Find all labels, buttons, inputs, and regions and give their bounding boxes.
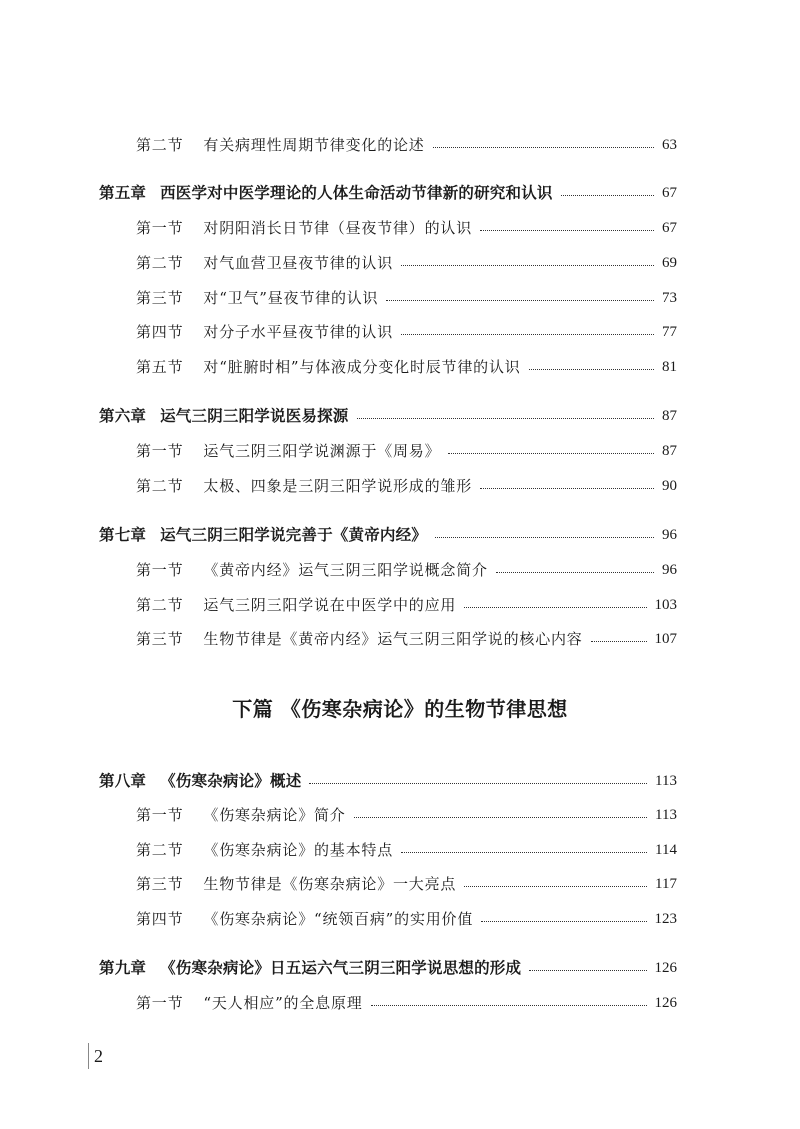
toc-page-number: 126 <box>654 960 677 976</box>
toc-entry-title <box>99 522 427 548</box>
toc-entry-text: 运气三阴三阳学说在中医学中的应用 <box>203 596 457 614</box>
toc-section-entry[interactable] <box>0 871 800 897</box>
toc-page-number: 96 <box>662 527 677 543</box>
toc-page-number: 123 <box>654 911 677 927</box>
dot-leader <box>448 453 654 454</box>
toc-entry-text: 太极、四象是三阴三阳学说形成的雏形 <box>203 477 473 495</box>
toc-entry-label: 第一节 <box>136 561 184 579</box>
toc-entry-label: 第四节 <box>136 323 184 341</box>
toc-entry-label: 第一节 <box>136 442 184 460</box>
dot-leader <box>464 607 647 608</box>
toc-section-entry[interactable] <box>0 354 800 380</box>
toc-chapter-entry[interactable] <box>0 403 800 429</box>
toc-entry-label: 第一节 <box>136 806 184 824</box>
toc-page-number: 73 <box>662 290 677 306</box>
toc-entry-label: 第四节 <box>136 910 184 928</box>
toc-page-number: 107 <box>654 631 677 647</box>
dot-leader <box>371 1005 647 1006</box>
toc-section-entry[interactable] <box>0 473 800 499</box>
toc-entry-title <box>136 132 425 158</box>
toc-entry-text: 生物节律是《伤寒杂病论》一大亮点 <box>203 875 457 893</box>
toc-entry-title <box>136 473 472 499</box>
dot-leader <box>561 195 654 196</box>
toc-page-number: 117 <box>655 876 677 892</box>
toc-entry-label: 第二节 <box>136 477 184 495</box>
toc-entry-title <box>136 990 363 1016</box>
dot-leader <box>464 886 647 887</box>
toc-entry-text: 运气三阴三阳学说渊源于《周易》 <box>203 442 441 460</box>
dot-leader <box>357 418 654 419</box>
toc-chapter-entry[interactable] <box>0 522 800 548</box>
toc-entry-label: 第二节 <box>136 596 184 614</box>
toc-entry-label: 第二节 <box>136 841 184 859</box>
toc-page-number: 67 <box>662 220 677 236</box>
toc-page-number: 67 <box>662 185 677 201</box>
toc-entry-text: 《黄帝内经》运气三阴三阳学说概念简介 <box>203 561 488 579</box>
toc-entry-text: 对阴阳消长日节律（昼夜节律）的认识 <box>203 219 473 237</box>
dot-leader <box>309 783 647 784</box>
toc-section-entry[interactable] <box>0 557 800 583</box>
toc-page-number: 113 <box>655 773 677 789</box>
toc-section-entry[interactable] <box>0 132 800 158</box>
toc-entry-title <box>136 215 472 241</box>
dot-leader <box>354 817 647 818</box>
dot-leader <box>480 488 654 489</box>
toc-page-number: 77 <box>662 324 677 340</box>
toc-section-entry[interactable] <box>0 319 800 345</box>
toc-section-entry[interactable] <box>0 906 800 932</box>
page-number: 2 <box>94 1046 103 1066</box>
dot-leader <box>386 300 654 301</box>
toc-chapter-entry[interactable] <box>0 768 800 794</box>
toc-entry-label: 第五节 <box>136 358 184 376</box>
toc-entry-label: 第七章 <box>99 526 147 544</box>
toc-entry-title <box>136 354 521 380</box>
toc-entry-title <box>99 180 553 206</box>
toc-page-number: 90 <box>662 478 677 494</box>
dot-leader <box>481 921 647 922</box>
toc-entry-text: 运气三阴三阳学说医易探源 <box>160 407 349 425</box>
toc-section-entry[interactable] <box>0 438 800 464</box>
toc-entry-title <box>99 403 349 429</box>
toc-chapter-entry[interactable] <box>0 180 800 206</box>
toc-section-entry[interactable] <box>0 285 800 311</box>
toc-entry-text: 对分子水平昼夜节律的认识 <box>203 323 394 341</box>
toc-section-entry[interactable] <box>0 215 800 241</box>
toc-entry-text: 运气三阴三阳学说完善于《黄帝内经》 <box>160 526 428 544</box>
toc-entry-text: 《伤寒杂病论》日五运六气三阴三阳学说思想的形成 <box>160 959 522 977</box>
toc-entry-label: 第一节 <box>136 219 184 237</box>
dot-leader <box>529 369 654 370</box>
toc-entry-label: 第二节 <box>136 254 184 272</box>
toc-page-number: 87 <box>662 443 677 459</box>
toc-entry-label: 第六章 <box>99 407 147 425</box>
dot-leader <box>529 970 647 971</box>
toc-entry-title <box>136 802 346 828</box>
toc-entry-title <box>136 906 473 932</box>
toc-section-entry[interactable] <box>0 626 800 652</box>
toc-page-number: 81 <box>662 359 677 375</box>
toc-entry-text: 《伤寒杂病论》概述 <box>160 772 302 790</box>
toc-section-entry[interactable] <box>0 592 800 618</box>
toc-page-number: 103 <box>654 597 677 613</box>
toc-entry-text: 生物节律是《黄帝内经》运气三阴三阳学说的核心内容 <box>203 630 583 648</box>
toc-entry-title <box>136 438 440 464</box>
dot-leader <box>591 641 647 642</box>
toc-section-entry[interactable] <box>0 837 800 863</box>
toc-entry-label: 第二节 <box>136 136 184 154</box>
toc-entry-label: 第八章 <box>99 772 147 790</box>
toc-entry-text: 对气血营卫昼夜节律的认识 <box>203 254 394 272</box>
toc-chapter-entry[interactable] <box>0 955 800 981</box>
dot-leader <box>496 572 654 573</box>
dot-leader <box>401 852 647 853</box>
toc-page-number: 96 <box>662 562 677 578</box>
dot-leader <box>480 230 654 231</box>
toc-section-entry[interactable] <box>0 250 800 276</box>
toc-entry-title <box>99 768 301 794</box>
toc-entry-text: 《伤寒杂病论》简介 <box>203 806 346 824</box>
toc-entry-text: “天人相应”的全息原理 <box>203 994 363 1012</box>
toc-entry-title <box>99 955 521 981</box>
dot-leader <box>401 265 654 266</box>
toc-entry-label: 第九章 <box>99 959 147 977</box>
toc-entry-text: 有关病理性周期节律变化的论述 <box>203 136 425 154</box>
toc-section-entry[interactable] <box>0 990 800 1016</box>
toc-entry-text: 对“卫气”昼夜节律的认识 <box>203 289 379 307</box>
part-heading: 下篇 《伤寒杂病论》的生物节律思想 <box>232 697 568 721</box>
toc-entry-label: 第一节 <box>136 994 184 1012</box>
toc-section-entry[interactable] <box>0 802 800 828</box>
toc-entry-label: 第三节 <box>136 289 184 307</box>
toc-entry-title <box>136 250 393 276</box>
toc-entry-title <box>136 871 456 897</box>
toc-entry-title <box>136 285 378 311</box>
dot-leader <box>435 537 654 538</box>
toc-entry-title <box>136 319 393 345</box>
dot-leader <box>401 334 654 335</box>
toc-page-number: 113 <box>655 807 677 823</box>
toc-entry-text: 对“脏腑时相”与体液成分变化时辰节律的认识 <box>203 358 521 376</box>
toc-entry-title <box>136 557 488 583</box>
folio-rule <box>88 1043 89 1069</box>
toc-entry-text: 西医学对中医学理论的人体生命活动节律新的研究和认识 <box>160 184 553 202</box>
toc-entry-text: 《伤寒杂病论》“统领百病”的实用价值 <box>203 910 474 928</box>
toc-page-number: 114 <box>655 842 677 858</box>
toc-entry-label: 第三节 <box>136 630 184 648</box>
dot-leader <box>433 147 654 148</box>
toc-page-number: 63 <box>662 137 677 153</box>
toc-page-number: 69 <box>662 255 677 271</box>
toc-entry-label: 第五章 <box>99 184 147 202</box>
toc-entry-title <box>136 837 393 863</box>
toc-entry-text: 《伤寒杂病论》的基本特点 <box>203 841 394 859</box>
toc-entry-label: 第三节 <box>136 875 184 893</box>
toc-page-number: 87 <box>662 408 677 424</box>
toc-entry-title <box>136 626 583 652</box>
toc-entry-title <box>136 592 456 618</box>
toc-page-number: 126 <box>654 995 677 1011</box>
